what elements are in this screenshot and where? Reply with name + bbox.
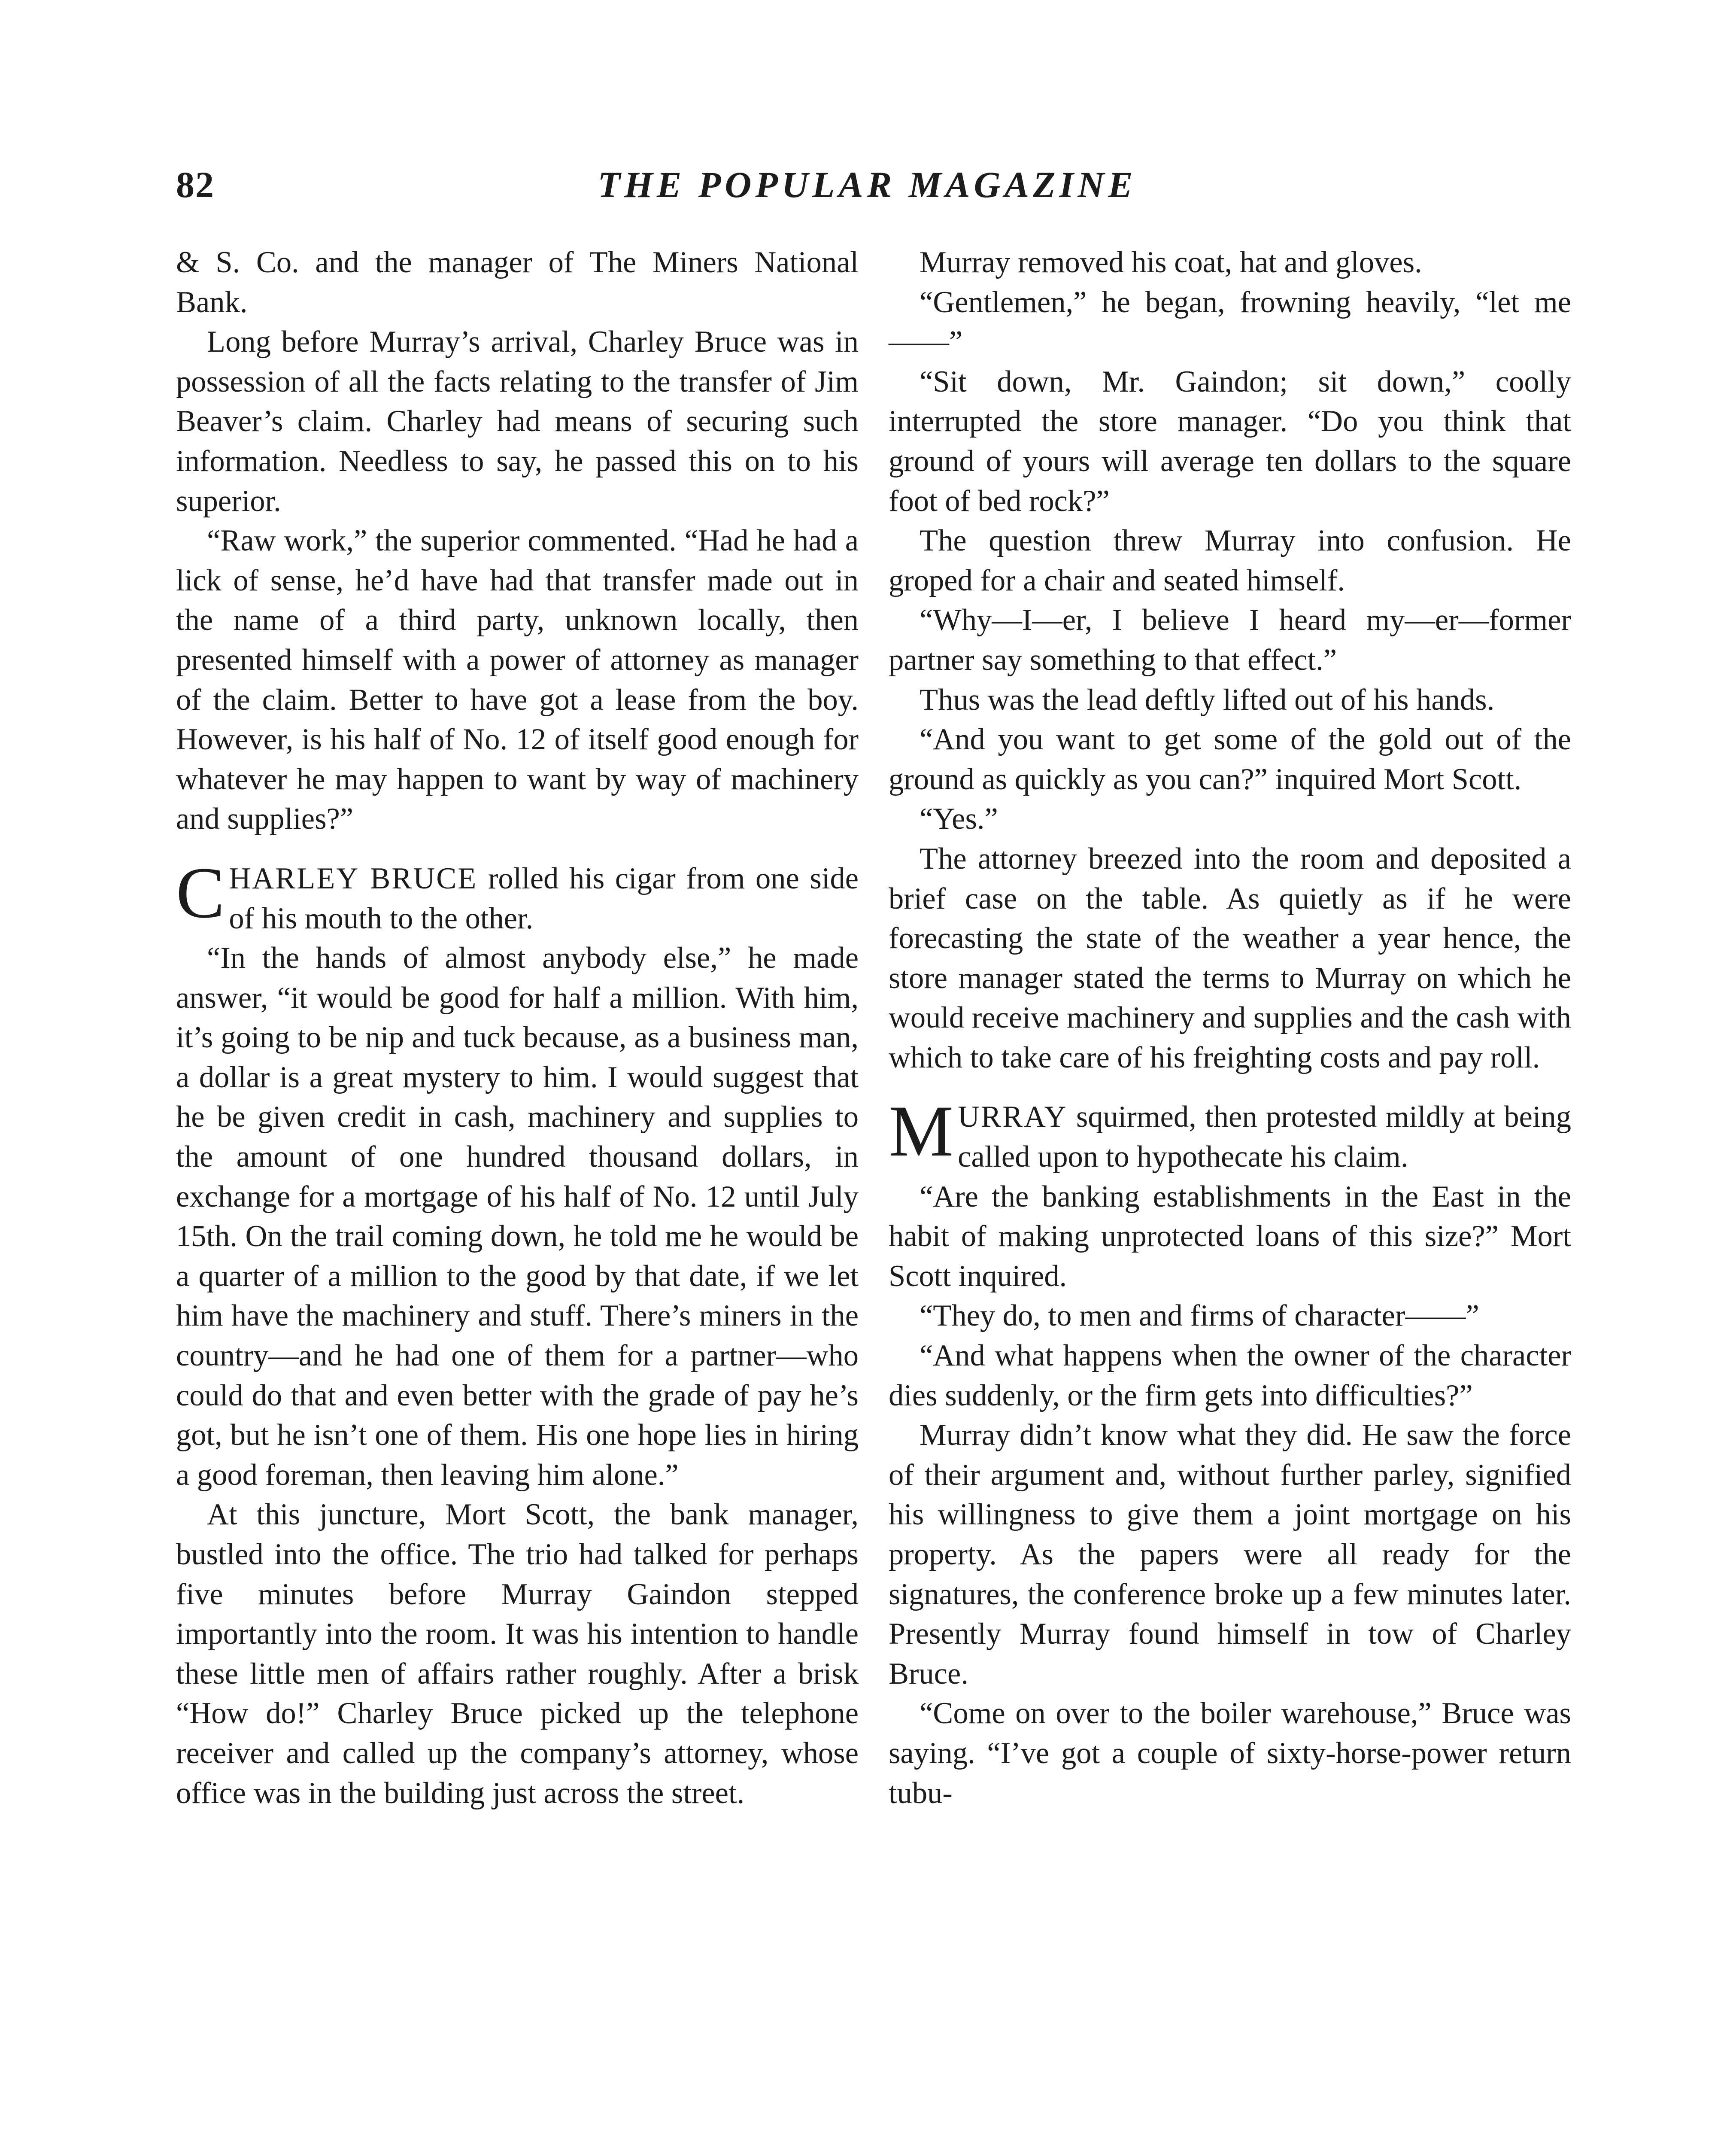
paragraph: & S. Co. and the manager of The Miners National Bank.: [176, 246, 859, 319]
paragraph: Murray removed his coat, hat and gloves.: [920, 246, 1422, 279]
magazine-page: [112, 0, 1631, 2147]
section-opening-paragraph: [889, 1091, 1571, 1177]
paragraph: “Sit down, Mr. Gaindon; sit down,” coolly interrupted the store manager. “Do you think that ground of yours will average ten dollars to the square foot of bed rock?”: [889, 365, 1571, 518]
paragraph: At this juncture, Mort Scott, the bank manager, bustled into the office. The trio had talked for perhaps five minutes before Murray Gaindon stepped importantly into the room. It was his intention to handle these little men of affairs rather roughly. After a brisk “How do!” Charley Bruce picked up the telephone receiver and called up the company’s attorney, whose office was in the building just across the street.: [176, 1498, 859, 1810]
left-column: [176, 243, 859, 1813]
paragraph: “Yes.”: [920, 802, 998, 836]
paragraph: “And what happens when the owner of the character dies suddenly, or the firm gets into difficulties?”: [889, 1339, 1571, 1412]
section-lead-text: squirmed, then protested mildly at being called upon to hypothecate his claim.: [958, 1100, 1571, 1174]
paragraph: The question threw Murray into confusion. He groped for a chair and seated himself.: [889, 524, 1571, 597]
right-column: [889, 243, 1571, 1813]
paragraph: Thus was the lead deftly lifted out of his hands.: [920, 683, 1495, 717]
paragraph: “Gentlemen,” he began, frowning heavily, “let me——”: [889, 285, 1571, 359]
paragraph: Murray didn’t know what they did. He saw the force of their argument and, without further parley, signified his willingness to give them a joint mortgage on his property. As the papers were all ready for the signatures, the conference broke up a few minutes later. Presently Murray found himself in tow of Charley Bruce.: [889, 1418, 1571, 1691]
paragraph: The attorney breezed into the room and deposited a brief case on the table. As quietly as if he were forecasting the state of the weather a year hence, the store manager stated the terms to Murray on which he would receive machinery and supplies and the cash with which to take care of his freighting costs and pay roll.: [889, 842, 1571, 1074]
paragraph: “Come on over to the boiler warehouse,” Bruce was saying. “I’ve got a couple of sixty-horse-power return tubu-: [889, 1697, 1571, 1810]
paragraph: “They do, to men and firms of character——”: [920, 1299, 1479, 1333]
section-opening-paragraph: [176, 852, 859, 938]
section-lead-caps: URRAY: [958, 1100, 1068, 1134]
paragraph: “Raw work,” the superior commented. “Had he had a lick of sense, he’d have had that transfer made out in the name of a third party, unknown locally, then presented himself with a power of attorney as manager of the claim. Better to have got a lease from the boy. However, is his half of No. 12 of itself good enough for whatever he may happen to want by way of machinery and supplies?”: [176, 524, 859, 836]
running-title: THE POPULAR MAGAZINE: [598, 164, 1137, 205]
paragraph: “Are the banking establishments in the East in the habit of making unprotected loans of this size?” Mort Scott inquired.: [889, 1180, 1571, 1293]
drop-cap: C: [176, 852, 225, 933]
section-lead-text: rolled his cigar from one side of his mouth to the other.: [229, 861, 859, 935]
page-header: [176, 163, 1558, 223]
section-lead-caps: HARLEY BRUCE: [229, 861, 478, 895]
paragraph: “In the hands of almost anybody else,” he made answer, “it would be good for half a million. With him, it’s going to be nip and tuck because, as a business man, a dollar is a great mystery to him. I would suggest that he be given credit in cash, machinery and supplies to the amount of one hundred thousand dollars, in exchange for a mortgage of his half of No. 12 until July 15th. On the trail coming down, he told me he would be a quarter of a million to the good by that date, if we let him have the machinery and stuff. There’s miners in the country—and he had one of them for a partner—who could do that and even better with the grade of pay he’s got, but he isn’t one of them. His one hope lies in hiring a good foreman, then leaving him alone.”: [176, 941, 859, 1492]
page-number: 82: [176, 164, 215, 205]
paragraph: “And you want to get some of the gold out of the ground as quickly as you can?” inquired Mort Scott.: [889, 723, 1571, 796]
paragraph: Long before Murray’s arrival, Charley Bruce was in possession of all the facts relating to the transfer of Jim Beaver’s claim. Charley had means of securing such information. Needless to say, he passed this on to his superior.: [176, 325, 859, 518]
drop-cap: M: [889, 1091, 954, 1172]
paragraph: “Why—I—er, I believe I heard my—er—former partner say something to that effect.”: [889, 603, 1571, 677]
